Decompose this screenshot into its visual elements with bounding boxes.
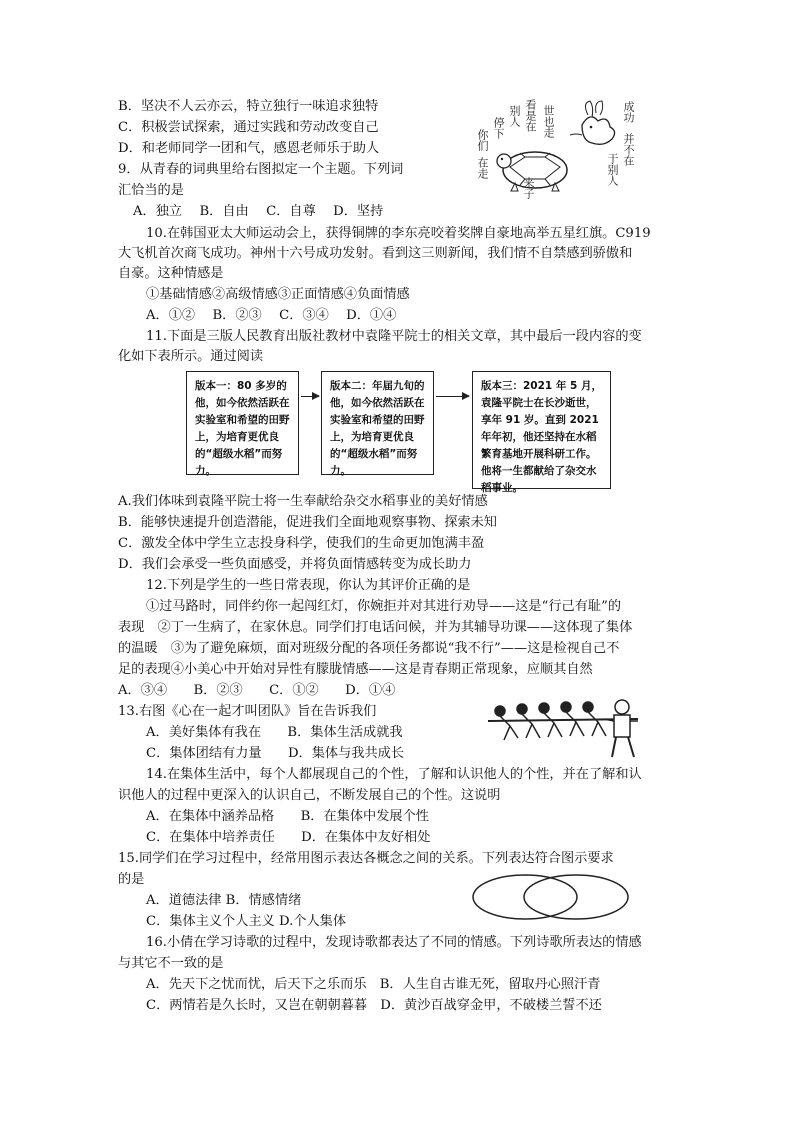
q16-stem-line1: 16.小倩在学习诗歌的过程中，发现诗歌都表达了不同的情感。下列诗歌所表达的情感 bbox=[146, 935, 642, 950]
q15-options-ab: A．道德法律 B．情感情绪 bbox=[146, 893, 302, 908]
cartoon-text-left3: 别人 bbox=[508, 105, 521, 127]
q9-stem-line2: 汇恰当的是 bbox=[118, 183, 184, 198]
q13-options-cd: C．集体团结有力量 D．集体与我共成长 bbox=[146, 746, 405, 761]
q12-options: A．③④ B．②③ C．①② D．①④ bbox=[118, 683, 396, 698]
q11-stem-line1: 11.下面是三版人民教育出版社教材中袁隆平院士的相关文章，其中最后一段内容的变 bbox=[146, 329, 642, 344]
q14-options-ab: A．在集体中涵养品格 B．在集体中发展个性 bbox=[146, 809, 429, 824]
cartoon-text-left2: 停下 bbox=[492, 117, 505, 139]
tug-of-war-illustration bbox=[488, 693, 643, 763]
q15-options-cd: C．集体主义个人主义 D.个人集体 bbox=[146, 914, 347, 929]
q9-options: A．独立 B．自由 C．自尊 D．坚持 bbox=[133, 204, 384, 219]
overlapping-ellipses bbox=[470, 871, 630, 923]
q9-cartoon-image bbox=[470, 95, 640, 205]
q11-option-d: D．我们会承受一些负面感受，并将负面情感转变为成长助力 bbox=[118, 557, 472, 572]
q8-option-b: B．坚决不人云亦云，特立独行一味追求独特 bbox=[118, 99, 379, 114]
version-two-box: 版本二：年届九旬的他，如今依然活跃在实验室和希望的田野上，为培育更优良的“超级水稻”而努力。 bbox=[321, 371, 434, 475]
tortoise-rabbit-illustration bbox=[470, 95, 640, 205]
q15-venn-diagram bbox=[470, 871, 630, 923]
arrow-1-to-2 bbox=[301, 396, 319, 397]
cartoon-text-right2: 并不在 bbox=[622, 133, 635, 166]
q13-stem: 13.右图《心在一起才叫团队》旨在告诉我们 bbox=[118, 704, 377, 719]
q14-stem-line2: 识他人的过程中更深入的认识自己，不断发展自己的个性。这说明 bbox=[118, 788, 501, 803]
q12-stem-line2: ①过马路时，同伴约你一起闯红灯，你婉拒并对其进行劝导——这是“行己有耻”的 bbox=[146, 599, 622, 614]
cartoon-text-left4: 看是在 bbox=[524, 99, 537, 132]
q10-stem-line2: 大飞机首次商飞成功。神州十六号成功发射。看到这三则新闻，我们情不自禁感到骄傲和 bbox=[118, 246, 633, 261]
cartoon-text-right1: 成功 bbox=[622, 101, 635, 123]
q10-stem-line3: 自豪。这种情感是 bbox=[118, 266, 224, 281]
q14-stem-line1: 14.在集体生活中，每个人都展现自己的个性，了解和认识他人的个性，并在了解和认 bbox=[146, 767, 642, 782]
q10-stem-line1: 10.在韩国亚太大师运动会上，获得铜牌的李东亮咬着奖牌自豪地高举五星红旗。C919 bbox=[146, 226, 651, 241]
q12-stem-line4: 的温暖 ③为了避免麻烦，面对班级分配的各项任务都说“我不行”——这是检视自己不 bbox=[118, 641, 620, 656]
q15-stem-line1: 15.同学们在学习过程中，经常用图示表达各概念之间的关系。下列表达符合图示要求 bbox=[118, 851, 614, 866]
q10-options: A．①② B．②③ C．③④ D．①④ bbox=[146, 308, 397, 323]
q13-teamwork-image bbox=[488, 693, 643, 763]
arrow-2-to-3 bbox=[436, 396, 469, 397]
q11-option-a: A.我们体味到袁隆平院士将一生奉献给杂交水稻事业的美好情感 bbox=[118, 494, 488, 509]
q12-stem-line5: 足的表现④小美心中开始对异性有朦胧情感——这是青春期正常现象，应顺其自然 bbox=[118, 662, 593, 677]
q13-options-ab: A．美好集体有我在 B．集体生活成就我 bbox=[146, 725, 403, 740]
cartoon-text-left1: 你们 bbox=[476, 129, 489, 151]
q10-items: ①基础情感②高级情感③正面情感④负面情感 bbox=[146, 287, 410, 302]
cartoon-text-right3: 于别人 bbox=[606, 153, 619, 186]
version-three-box: 版本三：2021 年 5 月，袁隆平院士在长沙逝世，享年 91 岁。直到 2021 年年初，他还坚持在水稻繁育基地开展科研工作。他将一生都献给了杂交水稻事业。 bbox=[472, 371, 611, 489]
q9-stem-line1: 9．从青春的词典里给右图拟定一个主题。下列词 bbox=[118, 162, 404, 177]
cartoon-text-bottom-left: 在走 bbox=[476, 157, 489, 179]
cartoon-text-bottom-mid: 来子 bbox=[522, 177, 535, 199]
q11-stem-line2: 化如下表所示。通过阅读 bbox=[118, 349, 264, 364]
q15-stem-line2: 的是 bbox=[118, 872, 145, 887]
q16-stem-line2: 与其它不一致的是 bbox=[118, 956, 224, 971]
q16-options-ab: A．先天下之忧而忧，后天下之乐而乐 B．人生自古谁无死，留取丹心照汗青 bbox=[146, 977, 601, 992]
q12-stem-line1: 12.下列是学生的一些日常表现，你认为其评价正确的是 bbox=[146, 578, 471, 593]
q16-options-cd: C．两情若是久长时，又岂在朝朝暮暮 D．黄沙百战穿金甲，不破楼兰誓不还 bbox=[146, 998, 602, 1013]
cartoon-text-left5: 世也走 bbox=[542, 105, 555, 138]
q8-option-d: D．和老师同学一团和气，感恩老师乐于助人 bbox=[118, 141, 380, 156]
q14-options-cd: C．在集体中培养责任 D．在集体中友好相处 bbox=[146, 830, 431, 845]
q11-option-c: C．激发全体中学生立志投身科学，使我们的生命更加饱满丰盈 bbox=[118, 536, 485, 551]
q8-option-c: C．积极尝试探索，通过实践和劳动改变自己 bbox=[118, 120, 379, 135]
q11-option-b: B．能够快速提升创造潜能，促进我们全面地观察事物、探索未知 bbox=[118, 515, 497, 530]
q12-stem-line3: 表现 ②丁一生病了，在家休息。同学们打电话问候，并为其辅导功课——这体现了集体 bbox=[118, 620, 633, 635]
version-one-box: 版本一：80 多岁的他，如今依然活跃在实验室和希望的田野上，为培育更优良的“超级水稻”而努力。 bbox=[186, 371, 299, 475]
